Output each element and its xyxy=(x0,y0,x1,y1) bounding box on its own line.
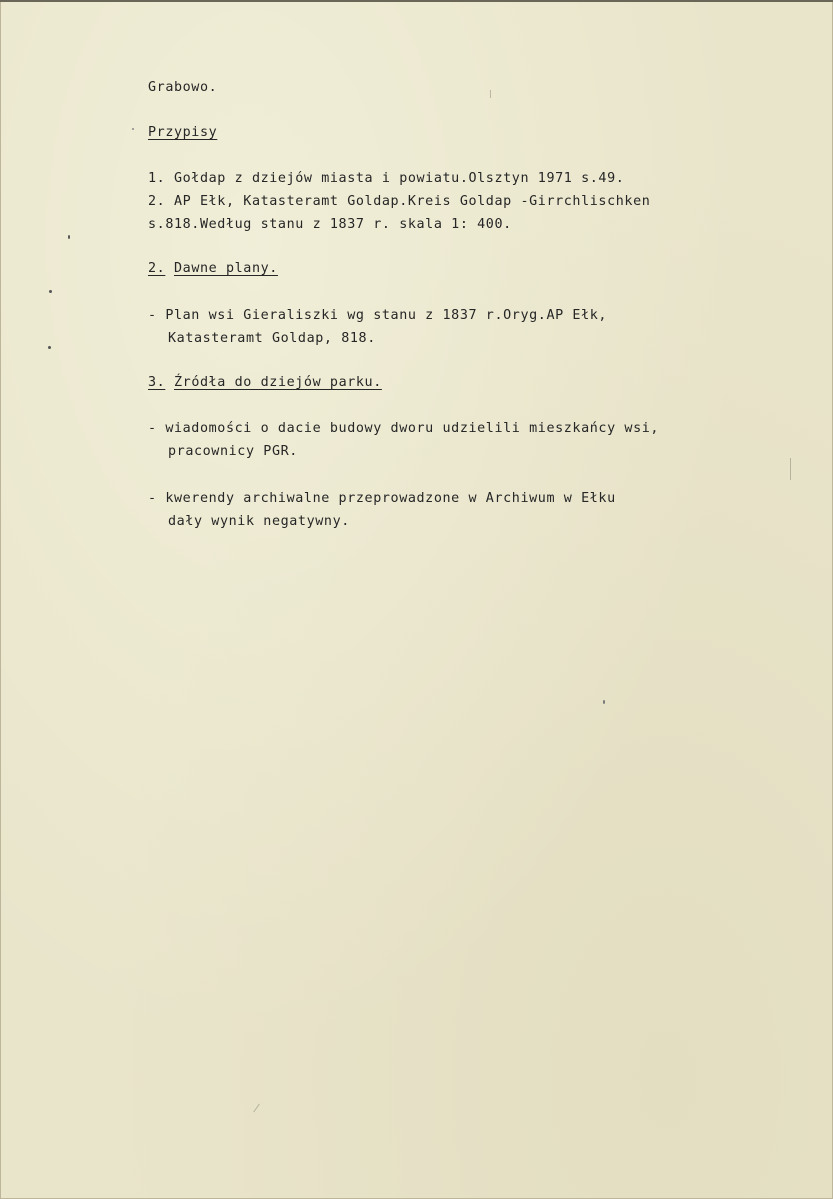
section-2-heading xyxy=(148,260,278,278)
section-3-item-2: - kwerendy archiwalne przeprowadzone w Archiwum w Ełku xyxy=(148,491,616,506)
section-title-przypisy: Przypisy xyxy=(148,125,218,140)
note-2: 2. AP Ełk, Katasteramt Goldap.Kreis Goldap -Girrchlischken xyxy=(148,194,651,209)
section-3-title: Źródła do dziejów parku. xyxy=(174,375,382,390)
section-2-title: Dawne plany. xyxy=(174,261,278,276)
section-3-item-1-continuation: pracownicy PGR. xyxy=(168,444,298,459)
paper-speck xyxy=(603,700,605,704)
section-3-item-1: - wiadomości o dacie budowy dworu udzielili mieszkańcy wsi, xyxy=(148,421,660,436)
section-2-number: 2. xyxy=(148,261,166,276)
document-heading: Grabowo. xyxy=(148,80,218,95)
section-3-number: 3. xyxy=(148,375,166,390)
paper-speck xyxy=(49,290,52,293)
page-top-edge xyxy=(0,0,833,2)
paper-scratch xyxy=(490,90,491,98)
section-3-item-2-continuation: dały wynik negatywny. xyxy=(168,514,350,529)
note-2-continuation: s.818.Według stanu z 1837 r. skala 1: 400. xyxy=(148,217,512,232)
note-1: 1. Gołdap z dziejów miasta i powiatu.Olsztyn 1971 s.49. xyxy=(148,171,625,186)
paper-speck xyxy=(48,346,51,349)
paper-scratch xyxy=(790,458,791,480)
section-2-item-1-continuation: Katasteramt Goldap, 818. xyxy=(168,331,376,346)
section-2-item-1: - Plan wsi Gieraliszki wg stanu z 1837 r.Oryg.AP Ełk, xyxy=(148,308,608,323)
paper-speck xyxy=(132,128,134,130)
section-3-heading xyxy=(148,374,382,392)
paper-scratch xyxy=(253,1104,260,1113)
paper-speck xyxy=(68,235,70,239)
